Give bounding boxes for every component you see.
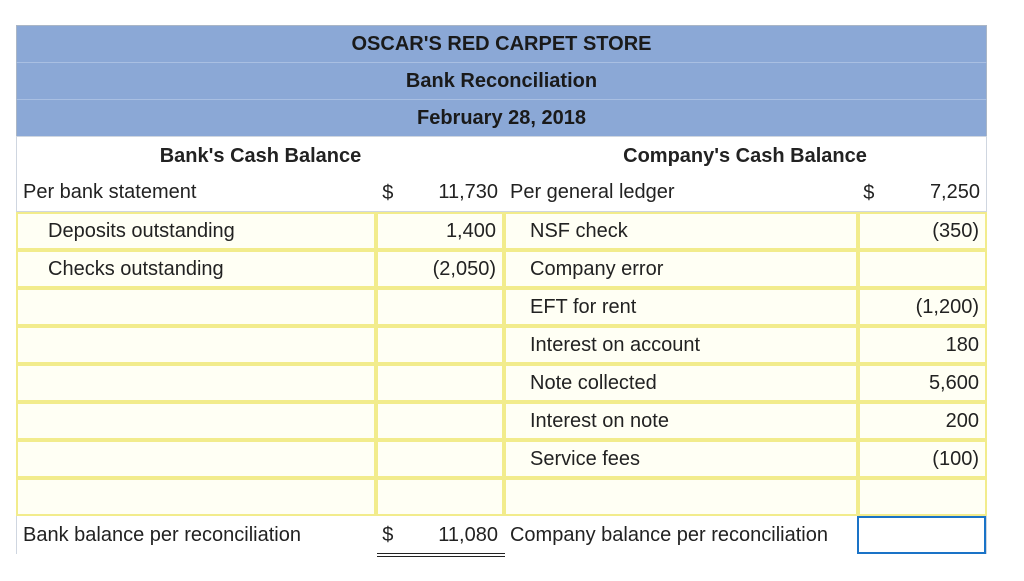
- company-name: OSCAR'S RED CARPET STORE: [16, 25, 987, 62]
- table-row: [16, 440, 987, 478]
- double-underline: [377, 553, 505, 557]
- bank-amount-field[interactable]: 1,400: [376, 212, 504, 250]
- bank-label-field[interactable]: [16, 440, 376, 478]
- table-row: [16, 212, 987, 250]
- statement-title: Bank Reconciliation: [16, 62, 987, 99]
- table-row: [16, 364, 987, 402]
- column-header-row: [16, 136, 987, 174]
- dollar-sign: $: [382, 182, 394, 204]
- company-label-field[interactable]: [504, 478, 858, 516]
- dollar-sign: $: [863, 182, 875, 204]
- bank-amount-field[interactable]: [376, 478, 504, 516]
- bank-label-field[interactable]: [16, 364, 376, 402]
- company-column-header: Company's Cash Balance: [504, 137, 986, 175]
- bank-amount-field[interactable]: [376, 440, 504, 478]
- bank-label-field[interactable]: [16, 326, 376, 364]
- statement-date: February 28, 2018: [16, 99, 987, 136]
- bank-label-field[interactable]: Deposits outstanding: [16, 212, 376, 250]
- bank-amount-field[interactable]: [376, 288, 504, 326]
- bank-label-field[interactable]: [16, 478, 376, 516]
- bank-amount-value: 11,730: [438, 181, 498, 203]
- company-amount-field[interactable]: 180: [858, 326, 987, 364]
- company-amount-value: 7,250: [929, 181, 980, 203]
- company-label-field[interactable]: Note collected: [504, 364, 858, 402]
- table-row: [16, 288, 987, 326]
- bank-reconciliation-table: [16, 25, 987, 554]
- bank-total-value: 11,080: [438, 523, 498, 546]
- bank-label-field[interactable]: Checks outstanding: [16, 250, 376, 288]
- table-row: [16, 478, 987, 516]
- company-label-field[interactable]: Interest on account: [504, 326, 858, 364]
- company-amount: [857, 174, 986, 212]
- company-amount-field[interactable]: (100): [858, 440, 987, 478]
- table-row: [16, 250, 987, 288]
- company-label-field[interactable]: EFT for rent: [504, 288, 858, 326]
- bank-amount-field[interactable]: [376, 326, 504, 364]
- table-row: [16, 326, 987, 364]
- bank-label-field[interactable]: [16, 288, 376, 326]
- company-amount-field[interactable]: 5,600: [858, 364, 987, 402]
- company-amount-field[interactable]: (1,200): [858, 288, 987, 326]
- dollar-sign: $: [382, 524, 394, 546]
- bank-amount-field[interactable]: [376, 402, 504, 440]
- bank-total-label: Bank balance per reconciliation: [17, 516, 376, 554]
- company-total-label: Company balance per reconciliation: [504, 516, 857, 554]
- bank-label-field[interactable]: [16, 402, 376, 440]
- company-amount-field[interactable]: (350): [858, 212, 987, 250]
- company-amount-field[interactable]: [858, 478, 987, 516]
- company-amount-field[interactable]: [858, 250, 987, 288]
- bank-amount-field[interactable]: (2,050): [376, 250, 504, 288]
- totals-row: [16, 516, 987, 554]
- company-label-field[interactable]: Interest on note: [504, 402, 858, 440]
- bank-amount-field[interactable]: [376, 364, 504, 402]
- bank-label: Per bank statement: [17, 174, 376, 212]
- bank-column-header: Bank's Cash Balance: [17, 137, 504, 175]
- bank-amount: [376, 174, 504, 212]
- table-row: [16, 402, 987, 440]
- bank-total-amount: [376, 516, 504, 554]
- company-label: Per general ledger: [504, 174, 857, 212]
- table-row: [16, 174, 987, 212]
- company-label-field[interactable]: NSF check: [504, 212, 858, 250]
- company-label-field[interactable]: Service fees: [504, 440, 858, 478]
- company-amount-field[interactable]: 200: [858, 402, 987, 440]
- company-total-input[interactable]: [857, 516, 986, 554]
- company-label-field[interactable]: Company error: [504, 250, 858, 288]
